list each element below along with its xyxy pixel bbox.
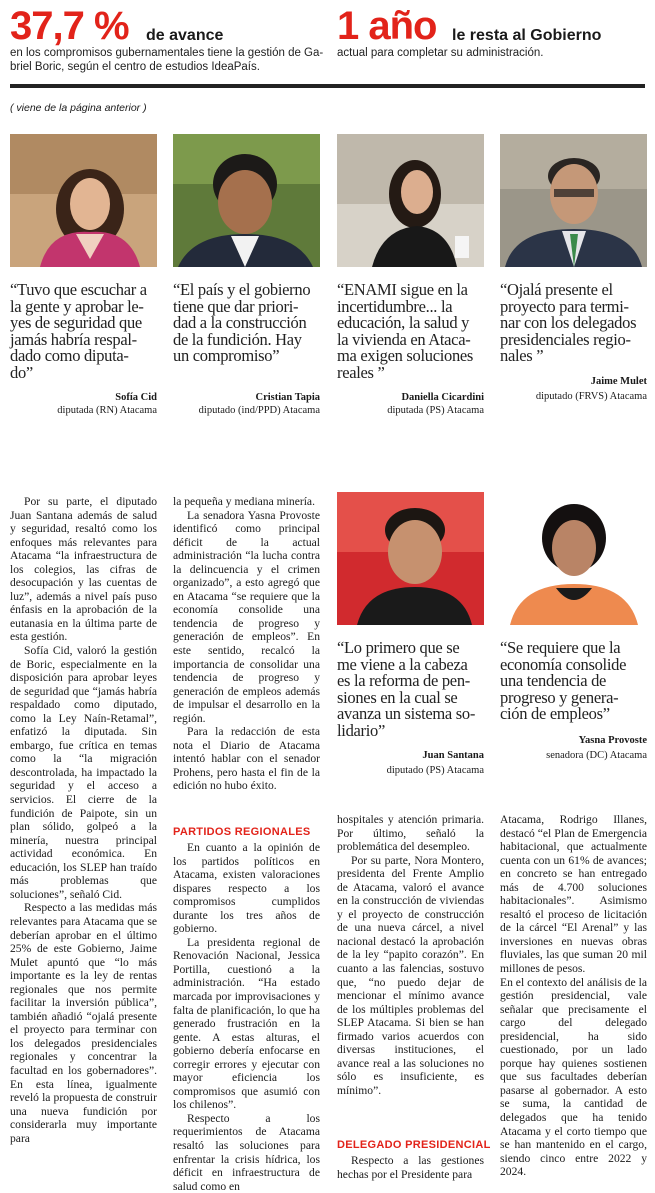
photo-sofia-cid [10,134,157,267]
quote-author-role: diputado (FRVS) Atacama [535,391,647,402]
quote-juan-santana: “Lo primero que se me viene a la cabeza es la reforma de pen- siones en la cual se avanza un sistema so- lidario” [337,638,476,740]
quote-author-role: diputado (PS) Atacama [386,765,484,776]
photo-yasna-provoste [500,492,647,625]
header-rule [10,84,645,88]
photo-cristian-tapia [173,134,320,267]
paragraph: En el contexto del análisis de la gestión presidencial, vale señalar que precisamente el cargo del delegado presidencial, ha sido cuestionado, por un lado porque hay quienes sostienen que sus facultades deberían pasarse al gobernador. A esto se suma, la cantidad de delegados que ha tenido Atacama y el corto tiempo que se han mantenido en el cargo, siendo cinco entre 2022 y 2024. [500,975,647,1179]
paragraph: la pequeña y mediana minería. [173,495,315,508]
paragraph: Para la redacción de esta nota el Diario de Atacama intentó hablar con el senador Prohens, pero hasta el fin de la edición no hubo éxito. [173,725,320,793]
stat-years-description: actual para completar su administración. [337,47,544,59]
paragraph: La presidenta regional de Renovación Nacional, Jessica Portilla, cuestionó a la administración. “Ha estado marcada por improvisaciones y falta de planificación, lo que ha generado frustración en la gente. A estas alturas, el gobierno debería enfocarse en corregir errores y ejecutar con mayor eficiencia los compromisos que asumió con los chilenos”. [173,935,320,1112]
article-column-1 [10,495,157,1185]
quote-yasna-provoste: “Se requiere que la economía consolide una tendencia de progreso y genera- ción de empleos” [500,638,627,723]
paragraph: Por su parte, el diputado Juan Santana además de salud y seguridad, resaltó como los enfoques más relevantes para Atacama “la infraestructura de los colegios, las cifras de desocupación y las cuentas de luz”, además a nivel país puso énfasis en la aprobación de la eutanasia en la última parte de esta gestión. [10,495,157,644]
quote-author-name: Yasna Provoste [578,735,647,746]
quote-cristian-tapia: “El país y el gobierno tiene que dar priori- dad a la construcción de la fundición. Hay un compromiso” [173,280,311,365]
article-column-2-top [173,495,320,813]
article-column-4 [500,813,647,1185]
stat-percentage: 37,7 % [10,4,129,48]
paragraph: Sofía Cid, valoró la gestión de Boric, especialmente en la disposición para aprobar leyes de seguridad que “jamás habría respaldado como diputado, como la Ley Naín-Retamal”, enfatizó la diputada. Sin embargo, fue crítica en temas como la “la migración descontrolada, ha impactado la seguridad y el acceso a servicios. El cierre de la fundición de Paipote, sin un plan sólido, golpeó a la minería, nuestra principal actividad económica. En educación, los SLEP han traído más problemas que soluciones”, señaló Cid. [10,644,157,901]
article-column-2-bottom [173,841,320,1193]
quote-sofia-cid: “Tuvo que escuchar a la gente y aprobar le- yes de seguridad que jamás habría respal- dado como diputa- do” [10,280,147,382]
stat-percentage-description: en los compromisos gubernamentales tiene la gestión de Ga- briel Boric, según el centro de estudios IdeaPaís. [10,47,324,73]
continuation-note: ( viene de la página anterior ) [10,102,147,114]
quote-author-role: senadora (DC) Atacama [546,750,647,761]
paragraph: Atacama, Rodrigo Illanes, destacó “el Plan de Emergencia habitacional, que actualmente cuenta con un 61% de avances; en concreto se han entregado más de 4.700 soluciones habitacionales”. Asimismo resaltó el proceso de licitación de la cárcel “El Arenal” y las inversiones en nuevas obras fluviales, las que suman 20 mil millones de pesos. [500,813,647,976]
stat-years-label: le resta al Gobierno [452,27,602,44]
section-heading-partidos: PARTIDOS REGIONALES [173,826,311,838]
article-column-3-bottom [337,1154,484,1188]
paragraph: hospitales y atención primaria. Por último, señaló la problemática del desempleo. [337,813,484,854]
quote-daniella-cicardini: “ENAMI sigue en la incertidumbre... la educación, la salud y la vivienda en Ataca- ma exigen soluciones reales ” [337,280,474,382]
section-heading-delegado: DELEGADO PRESIDENCIAL [337,1139,491,1151]
article-column-3-top [337,813,484,1131]
paragraph: Respecto a las gestiones hechas por el Presidente para [337,1154,484,1181]
quote-author-role: diputado (ind/PPD) Atacama [198,405,320,416]
paragraph: Por su parte, Nora Montero, presidenta del Frente Amplio de Atacama, valoró el avance en la construcción de viviendas y el proyecto de construcción de una nueva cárcel, a nivel nacional destacó la aprobación de la ley “papito corazón”. En cuanto a las falencias, sostuvo que, “no puedo dejar de mencionar el mínimo avance de los múltiples problemas del SLEP Atacama. Si bien se han firmado varios acuerdos con diversas instituciones, el avance real a las soluciones no sólo es insuficiente, es mínimo”. [337,853,484,1097]
quote-author-name: Juan Santana [422,750,484,761]
photo-juan-santana [337,492,484,625]
paragraph: En cuanto a la opinión de los partidos políticos en Atacama, existen valoraciones dispares respecto a los compromisos cumplidos durante los tres años de gobierno. [173,841,320,936]
paragraph: Respecto a las medidas más relevantes para Atacama que se deberían aprobar en el último 25% de este Gobierno, Jaime Mulet apuntó que “lo más importante es la ley de rentas regionales que nos permite facilitar la inversión pública”, también añadió “ojalá presente el proyecto para terminar con los delegados presidenciales regionales y concentrar la facultad en los gobernadores”. En esta línea, igualmente reveló la propuesta de construir una nueva fundición por considerarla muy importante para [10,901,157,1145]
photo-daniella-cicardini [337,134,484,267]
quote-author-role: diputada (PS) Atacama [387,405,484,416]
quote-author-name: Daniella Cicardini [401,392,484,403]
stat-years: 1 año [337,4,437,48]
quote-author-name: Jaime Mulet [590,376,647,387]
stat-percentage-label: de avance [146,27,224,44]
quote-author-name: Cristian Tapia [255,392,320,403]
quote-author-name: Sofía Cid [115,392,157,403]
quote-author-role: diputada (RN) Atacama [57,405,157,416]
paragraph: Respecto a los requerimientos de Atacama resaltó las soluciones para enfrentar la crisis hídrica, los déficit en infraestructura de salud como en [173,1111,320,1193]
quote-jaime-mulet: “Ojalá presente el proyecto para termi- nar con los delegados presidenciales regio- nales ” [500,280,637,365]
paragraph: La senadora Yasna Provoste identificó como principal déficit de la actual administración “la lucha contra la delincuencia y el crimen organizado”, a esto agregó que en Atacama “se requiere que la economía consolide una tendencia de progreso y generación de empleos”. En este sentido, recalcó la importancia de consolidar una tendencia de progreso y generación de empleos además de impulsar el desarrollo en la región. [173,508,320,725]
photo-jaime-mulet [500,134,647,267]
